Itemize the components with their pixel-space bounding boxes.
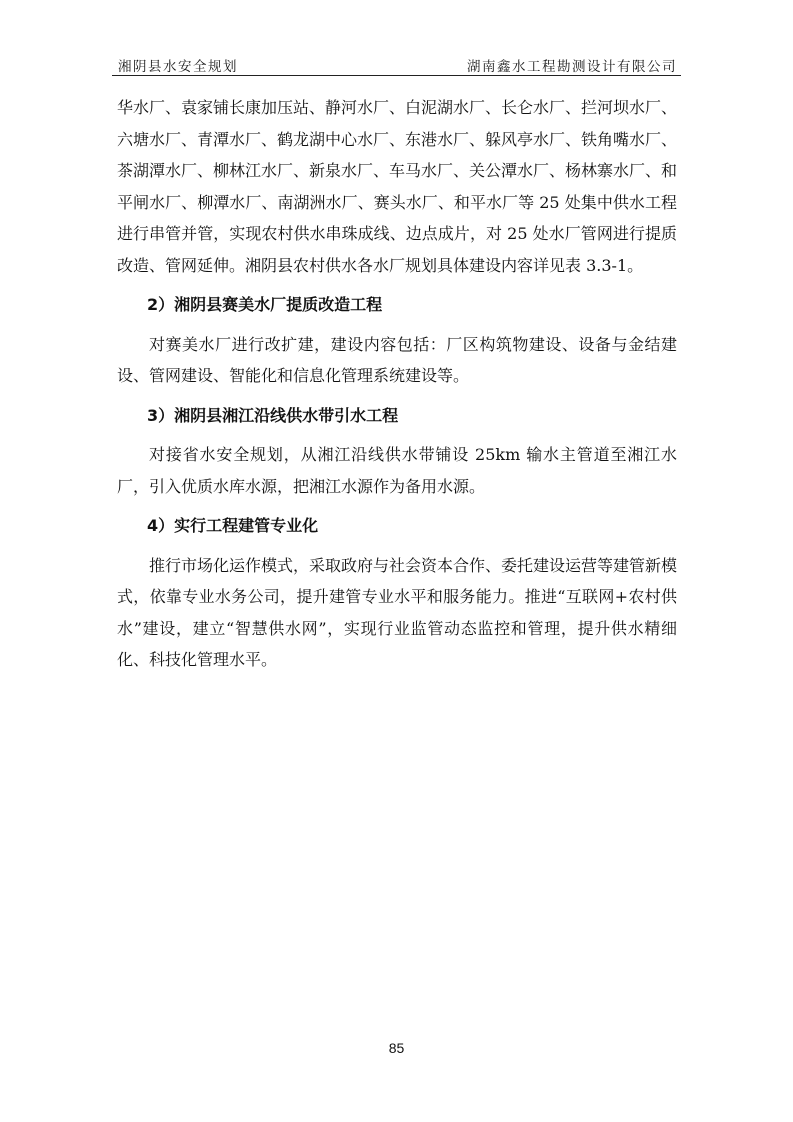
page-header bbox=[112, 53, 681, 77]
section-heading-2: 2）湘阴县赛美水厂提质改造工程 bbox=[147, 295, 383, 314]
page-number: 85 bbox=[388, 1040, 405, 1056]
page-body bbox=[117, 92, 677, 676]
section-heading-4: 4）实行工程建管专业化 bbox=[147, 516, 319, 535]
header-document-title: 湘阴县水安全规划 bbox=[118, 59, 238, 75]
continued-paragraph: 华水厂、袁家铺长康加压站、静河水厂、白泥湖水厂、长仑水厂、拦河坝水厂、六塘水厂、青潭水厂、鹤龙湖中心水厂、东港水厂、躲风亭水厂、铁角嘴水厂、茶湖潭水厂、柳林江水厂、新泉水厂、车马水厂、关公潭水厂、杨林寨水厂、和平闸水厂、柳潭水厂、南湖洲水厂、赛头水厂、和平水厂等 25 处集中供水工程进行串管并管，实现农村供水串珠成线、边点成片，对 25 处水厂管网进行提质改造、管网延伸。湘阴县农村供水各水厂规划具体建设内容详见表 3.3-1。 bbox=[117, 98, 678, 275]
header-company-name: 湖南鑫水工程勘测设计有限公司 bbox=[467, 59, 677, 75]
section-paragraph-4: 推行市场化运作模式，采取政府与社会资本合作、委托建设运营等建管新模式，依靠专业水务公司，提升建管专业水平和服务能力。推进“互联网+农村供水”建设，建立“智慧供水网”，实现行业监管动态监控和管理，提升供水精细化、科技化管理水平。 bbox=[117, 555, 678, 669]
header-divider bbox=[112, 75, 681, 76]
section-paragraph-2: 对赛美水厂进行改扩建，建设内容包括：厂区构筑物建设、设备与金结建设、管网建设、智能化和信息化管理系统建设等。 bbox=[117, 334, 677, 385]
section-paragraph-3: 对接省水安全规划，从湘江沿线供水带铺设 25km 输水主管道至湘江水厂，引入优质水库水源，把湘江水源作为备用水源。 bbox=[117, 445, 677, 496]
section-heading-3: 3）湘阴县湘江沿线供水带引水工程 bbox=[147, 405, 399, 425]
